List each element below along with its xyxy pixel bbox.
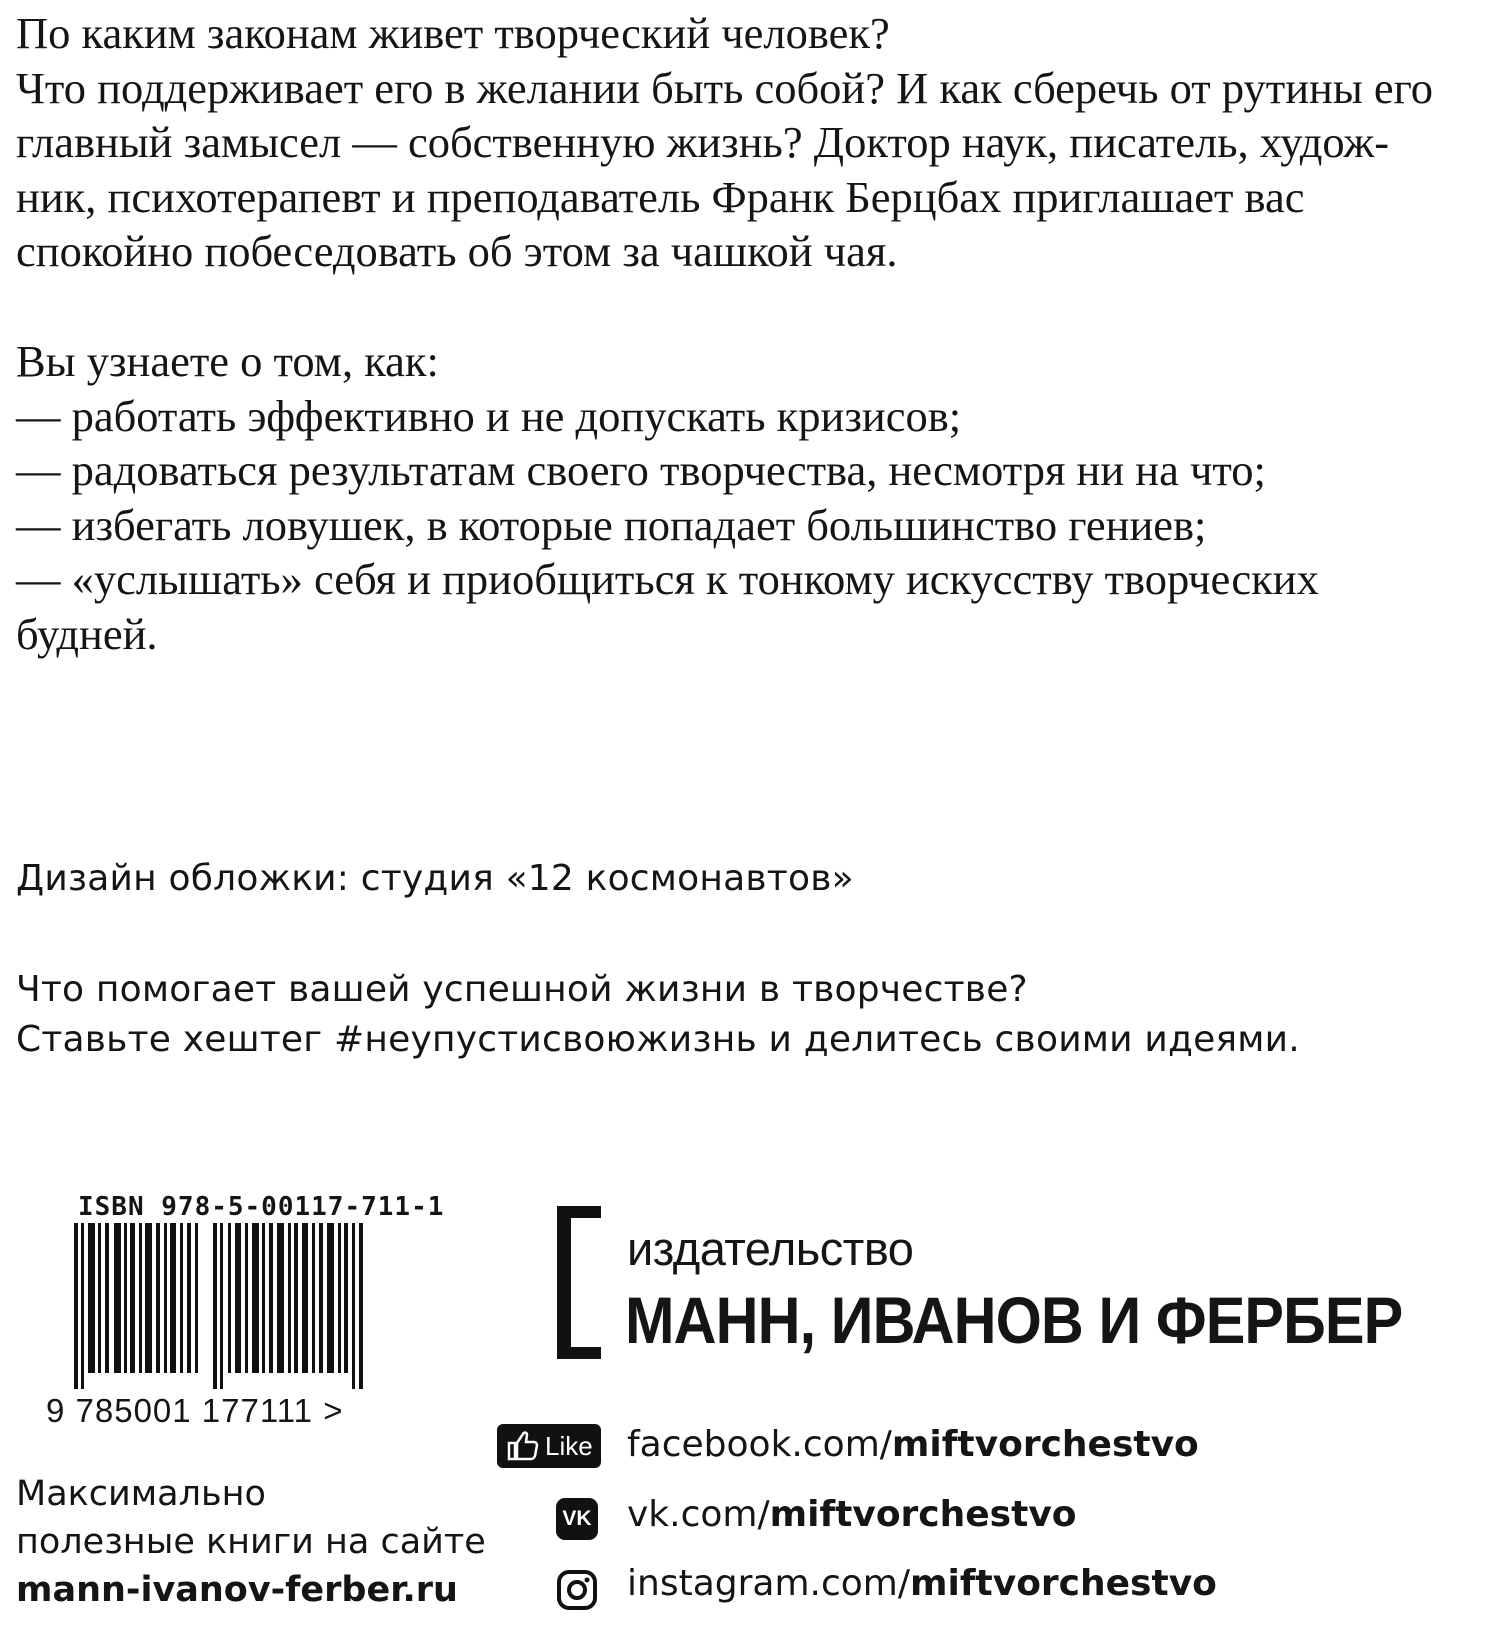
learn-heading: Вы узнаете о том, как:	[16, 336, 439, 386]
intro-paragraph	[16, 6, 1433, 279]
facebook-prefix: facebook.com/	[627, 1424, 892, 1465]
publisher-prefix: издательство	[627, 1222, 914, 1275]
learn-item: — работать эффективно и не допускать кризисов;	[16, 390, 962, 441]
vk-link[interactable]	[627, 1494, 1077, 1535]
vk-handle: miftvorchestvo	[769, 1494, 1077, 1535]
facebook-link[interactable]	[627, 1424, 1199, 1465]
vk-prefix: vk.com/	[627, 1494, 770, 1535]
thumbs-up-icon	[503, 1424, 543, 1468]
instagram-prefix: instagram.com/	[627, 1563, 910, 1604]
publisher-bracket-icon	[557, 1206, 601, 1359]
instagram-link[interactable]	[627, 1563, 1217, 1604]
promo-line: полезные книги на сайте	[16, 1522, 486, 1562]
promo-site-link[interactable]: mann-ivanov-ferber.ru	[16, 1570, 458, 1610]
facebook-like-icon[interactable]	[497, 1424, 601, 1468]
learn-item: — «услышать» себя и приобщиться к тонкому искусству творческих	[16, 554, 1319, 605]
barcode-image	[44, 1223, 394, 1389]
facebook-handle: miftvorchestvo	[891, 1424, 1199, 1465]
publisher-name: МАНН, ИВАНОВ И ФЕРБЕР	[625, 1283, 1403, 1357]
barcode-digits: 9 785001 177111 >	[46, 1392, 344, 1429]
learn-item: — радоваться результатам своего творчества, несмотря ни на что;	[16, 445, 1266, 496]
vk-icon[interactable]: VK	[556, 1498, 598, 1540]
promo-line: Максимально	[16, 1474, 266, 1514]
hashtag-line: Ставьте хештег #неупустисвоюжизнь и делитесь своими идеями.	[16, 1019, 1300, 1060]
isbn-label: ISBN 978-5-00117-711-1	[78, 1192, 445, 1222]
intro-line: По каким законам живет творческий человек?	[16, 8, 890, 58]
intro-line: спокойно побеседовать об этом за чашкой чая.	[16, 226, 898, 277]
instagram-handle: miftvorchestvo	[910, 1563, 1217, 1604]
promo-text	[16, 1470, 486, 1614]
instagram-icon[interactable]	[556, 1569, 598, 1611]
intro-line: главный замысел — собственную жизнь? Доктор наук, писатель, худож-	[16, 117, 1390, 168]
hashtag-callout	[16, 965, 1300, 1065]
learn-item: будней.	[16, 608, 158, 659]
learn-item: — избегать ловушек, в которые попадает большинство гениев;	[16, 499, 1207, 550]
intro-line: Что поддерживает его в желании быть собой? И как сберечь от рутины его	[16, 62, 1434, 113]
like-label: Like	[545, 1431, 593, 1461]
hashtag-line: Что помогает вашей успешной жизни в творчестве?	[16, 969, 1028, 1010]
learn-list	[16, 334, 1319, 662]
design-credit: Дизайн обложки: студия «12 космонавтов»	[16, 858, 854, 899]
intro-line: ник, психотерапевт и преподаватель Франк Берцбах приглашает вас	[16, 171, 1305, 222]
